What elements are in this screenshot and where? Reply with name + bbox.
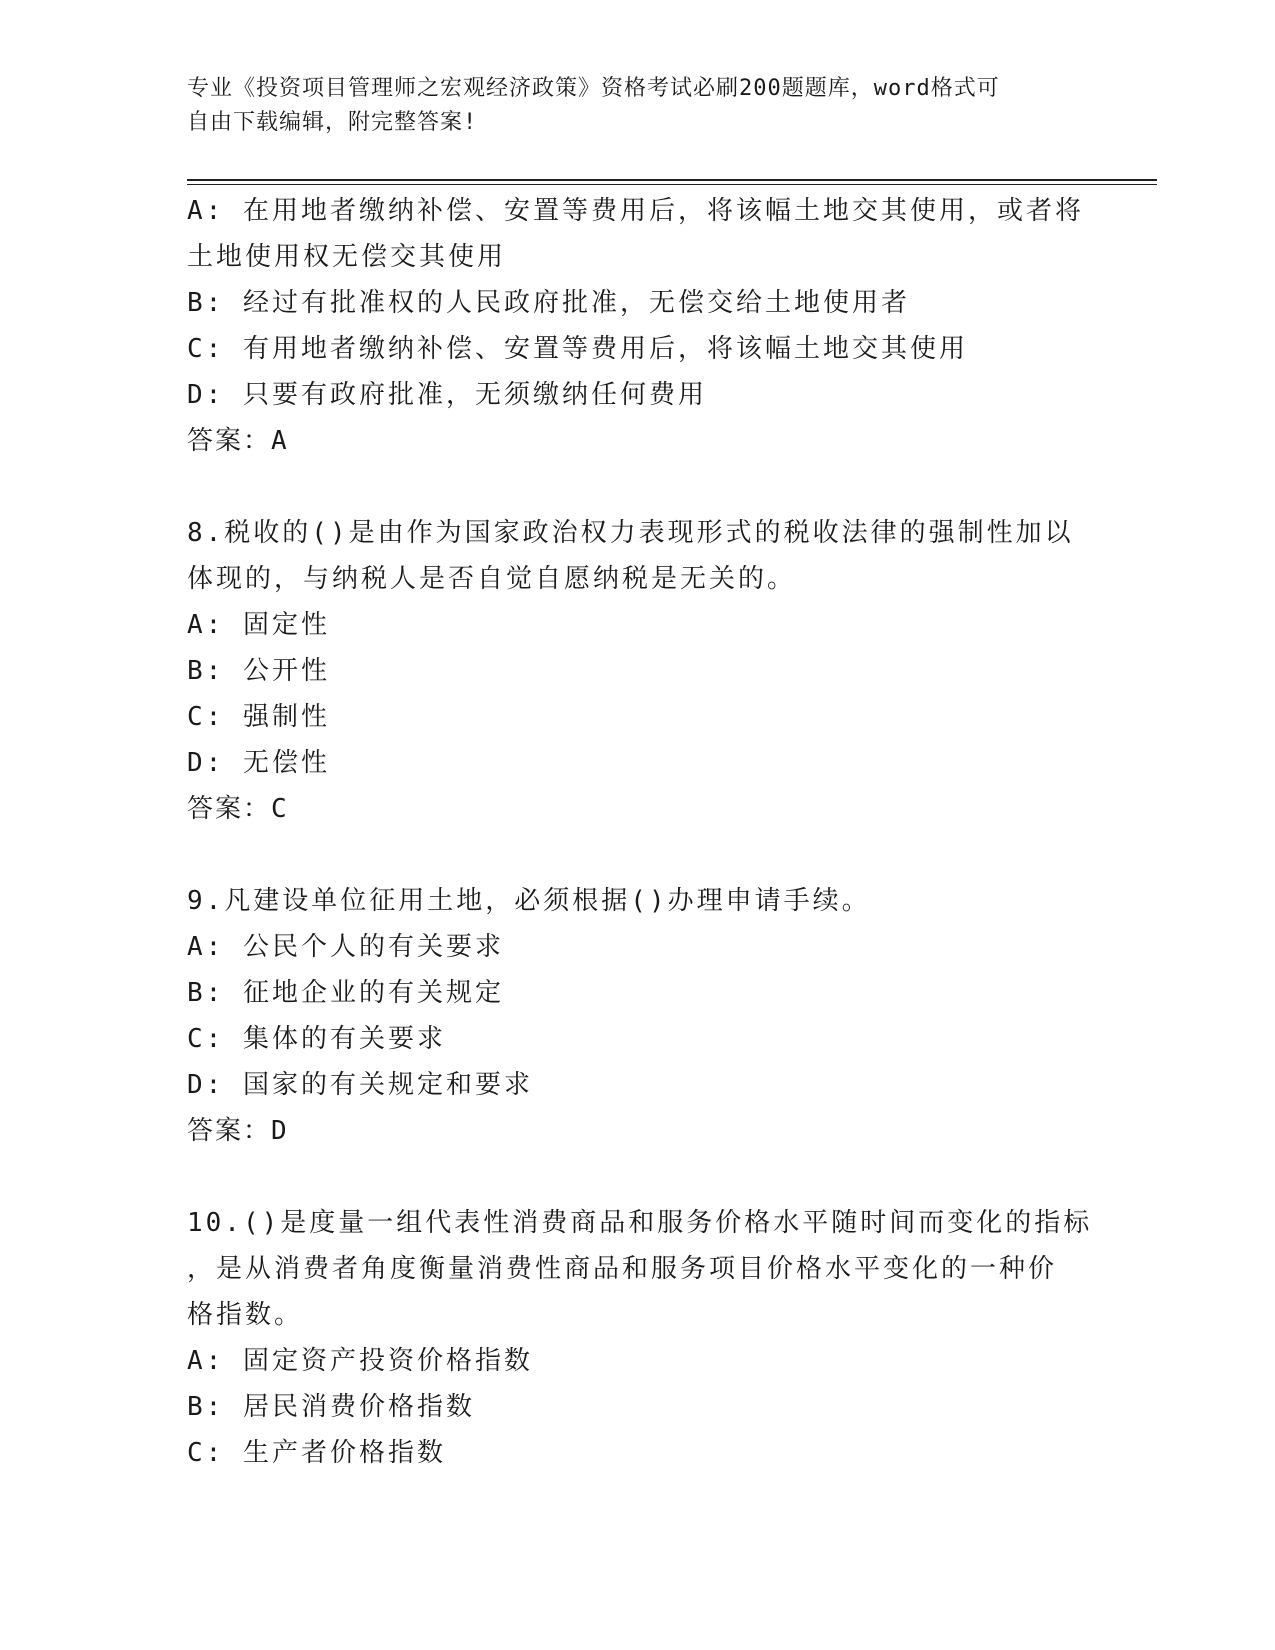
question-9-option-d: D: 国家的有关规定和要求: [187, 1070, 533, 1100]
question-8-option-a: A: 固定性: [187, 610, 330, 640]
question-9-stem-line-1: 9.凡建设单位征用土地，必须根据()办理申请手续。: [187, 886, 871, 916]
question-9: [187, 878, 1077, 1154]
question-10-option-a: A: 固定资产投资价格指数: [187, 1346, 533, 1376]
document-header: [187, 72, 1077, 140]
spacer: [187, 832, 1077, 878]
question-7-option-d: D: 只要有政府批准，无须缴纳任何费用: [187, 380, 707, 410]
question-7-option-b: B: 经过有批准权的人民政府批准，无偿交给土地使用者: [187, 288, 910, 318]
question-8-answer: 答案：C: [187, 794, 289, 824]
question-10-option-c: C: 生产者价格指数: [187, 1438, 446, 1468]
question-7-option-c: C: 有用地者缴纳补偿、安置等费用后，将该幅土地交其使用: [187, 334, 968, 364]
question-10-stem-line-2: ，是从消费者角度衡量消费性商品和服务项目价格水平变化的一种价: [187, 1254, 1058, 1284]
question-8-option-b: B: 公开性: [187, 656, 330, 686]
question-8-stem-line-1: 8.税收的()是由作为国家政治权力表现形式的税收法律的强制性加以: [187, 518, 1074, 548]
question-8-option-d: D: 无偿性: [187, 748, 330, 778]
question-8-option-c: C: 强制性: [187, 702, 330, 732]
header-line-2: 自由下载编辑，附完整答案!: [187, 110, 478, 135]
question-9-answer: 答案：D: [187, 1116, 289, 1146]
question-list: [187, 188, 1093, 1476]
question-7: [187, 188, 1084, 464]
question-7-option-a-line-2: 土地使用权无偿交其使用: [187, 242, 507, 272]
question-9-option-a: A: 公民个人的有关要求: [187, 932, 504, 962]
question-9-option-b: B: 征地企业的有关规定: [187, 978, 504, 1008]
question-7-option-a-line-1: A: 在用地者缴纳补偿、安置等费用后，将该幅土地交其使用，或者将: [187, 196, 1084, 226]
question-10-option-b: B: 居民消费价格指数: [187, 1392, 475, 1422]
spacer: [187, 464, 1077, 510]
question-7-answer: 答案：A: [187, 426, 289, 456]
question-10: [187, 1200, 1093, 1476]
question-8-stem-line-2: 体现的，与纳税人是否自觉自愿纳税是无关的。: [187, 564, 797, 594]
question-10-stem-line-1: 10.()是度量一组代表性消费商品和服务价格水平随时间而变化的指标: [187, 1208, 1093, 1238]
spacer: [187, 1154, 1077, 1200]
question-8: [187, 510, 1077, 832]
header-rule-thick: [187, 179, 1157, 181]
header-rule-thin: [187, 184, 1157, 185]
header-line-1: 专业《投资项目管理师之宏观经济政策》资格考试必刷200题题库，word格式可: [187, 76, 1000, 101]
question-10-stem-line-3: 格指数。: [187, 1300, 304, 1330]
question-9-option-c: C: 集体的有关要求: [187, 1024, 446, 1054]
